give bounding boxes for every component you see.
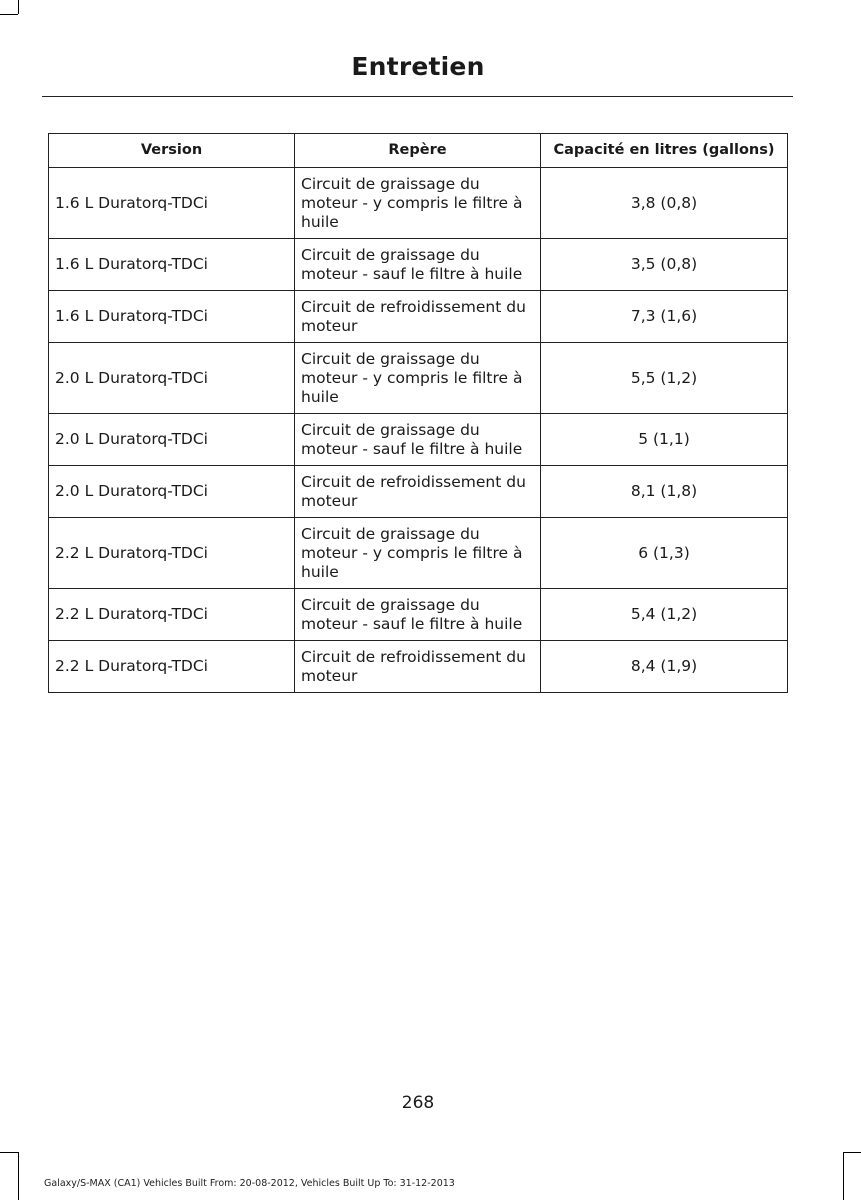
page-title: Entretien bbox=[351, 52, 485, 81]
version-cell: 2.0 L Duratorq-TDCi bbox=[49, 414, 295, 466]
capacite-cell: 3,5 (0,8) bbox=[541, 239, 788, 291]
crop-mark-top-left-vertical bbox=[18, 0, 19, 14]
version-cell: 2.0 L Duratorq-TDCi bbox=[49, 343, 295, 414]
capacite-cell: 8,4 (1,9) bbox=[541, 641, 788, 693]
repere-cell: Circuit de graissage du moteur - sauf le filtre à huile bbox=[295, 414, 541, 466]
crop-mark-bottom-left-vertical bbox=[18, 1152, 19, 1200]
crop-mark-bottom-left-horizontal bbox=[0, 1152, 18, 1153]
table-row bbox=[49, 291, 788, 343]
version-cell: 1.6 L Duratorq-TDCi bbox=[49, 239, 295, 291]
table-row bbox=[49, 239, 788, 291]
crop-mark-top-left-horizontal bbox=[0, 14, 18, 15]
header-rule bbox=[42, 96, 793, 97]
capacite-cell: 5 (1,1) bbox=[541, 414, 788, 466]
table-body bbox=[49, 168, 788, 693]
table-row bbox=[49, 343, 788, 414]
capacite-cell: 7,3 (1,6) bbox=[541, 291, 788, 343]
capacite-cell: 5,4 (1,2) bbox=[541, 589, 788, 641]
crop-mark-bottom-right-horizontal bbox=[843, 1152, 861, 1153]
repere-cell: Circuit de graissage du moteur - y compris le filtre à huile bbox=[295, 518, 541, 589]
repere-cell: Circuit de refroidissement du moteur bbox=[295, 466, 541, 518]
table-row bbox=[49, 641, 788, 693]
repere-cell: Circuit de graissage du moteur - y compris le filtre à huile bbox=[295, 168, 541, 239]
table-row bbox=[49, 518, 788, 589]
capacite-cell: 6 (1,3) bbox=[541, 518, 788, 589]
version-cell: 2.2 L Duratorq-TDCi bbox=[49, 518, 295, 589]
capacite-cell: 3,8 (0,8) bbox=[541, 168, 788, 239]
version-cell: 2.2 L Duratorq-TDCi bbox=[49, 641, 295, 693]
repere-cell: Circuit de graissage du moteur - y compris le filtre à huile bbox=[295, 343, 541, 414]
table-row bbox=[49, 168, 788, 239]
version-cell: 1.6 L Duratorq-TDCi bbox=[49, 291, 295, 343]
version-cell: 2.0 L Duratorq-TDCi bbox=[49, 466, 295, 518]
version-cell: 1.6 L Duratorq-TDCi bbox=[49, 168, 295, 239]
capacite-cell: 8,1 (1,8) bbox=[541, 466, 788, 518]
repere-cell: Circuit de refroidissement du moteur bbox=[295, 641, 541, 693]
repere-cell: Circuit de graissage du moteur - sauf le filtre à huile bbox=[295, 589, 541, 641]
page-number: 268 bbox=[401, 1093, 435, 1113]
table-header-row bbox=[49, 134, 788, 168]
table-row bbox=[49, 466, 788, 518]
footer-text: Galaxy/S-MAX (CA1) Vehicles Built From: 20-08-2012, Vehicles Built Up To: 31-12-2013 bbox=[44, 1178, 455, 1189]
column-header-capacite: Capacité en litres (gallons) bbox=[541, 134, 788, 168]
repere-cell: Circuit de refroidissement du moteur bbox=[295, 291, 541, 343]
capacity-table bbox=[48, 133, 788, 693]
version-cell: 2.2 L Duratorq-TDCi bbox=[49, 589, 295, 641]
table-row bbox=[49, 414, 788, 466]
crop-mark-bottom-right-vertical bbox=[843, 1152, 844, 1200]
capacite-cell: 5,5 (1,2) bbox=[541, 343, 788, 414]
repere-cell: Circuit de graissage du moteur - sauf le filtre à huile bbox=[295, 239, 541, 291]
table-row bbox=[49, 589, 788, 641]
column-header-repere: Repère bbox=[295, 134, 541, 168]
column-header-version: Version bbox=[49, 134, 295, 168]
